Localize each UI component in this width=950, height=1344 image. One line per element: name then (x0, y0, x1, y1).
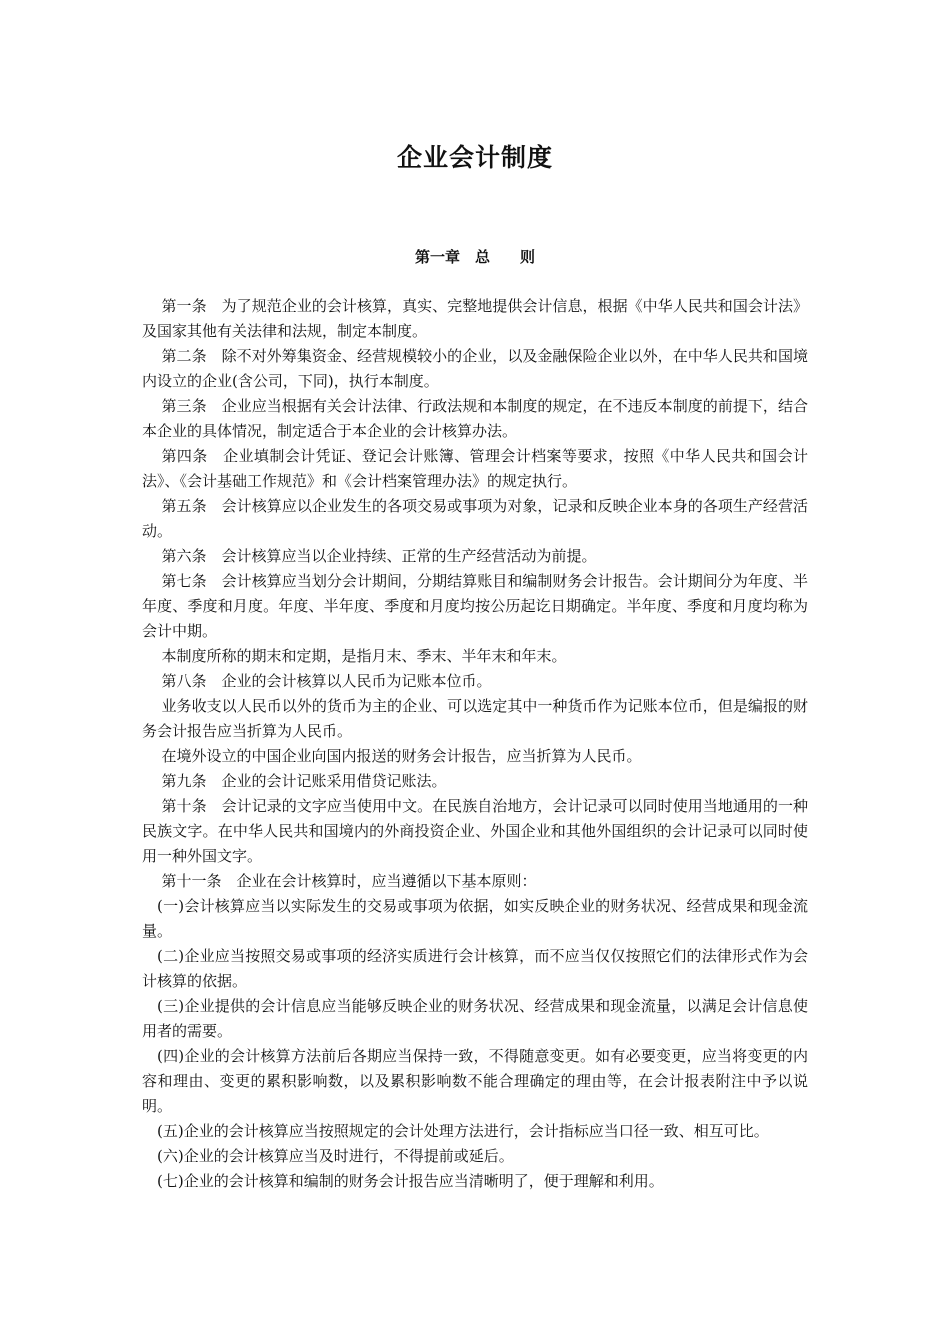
paragraph-article-7: 第七条 会计核算应当划分会计期间，分期结算账目和编制财务会计报告。会计期间分为年度、半年度、季度和月度。年度、半年度、季度和月度均按公历起讫日期确定。半年度、季度和月度均称为会计中期。 (142, 572, 808, 640)
paragraph-article-10: 第十条 会计记录的文字应当使用中文。在民族自治地方，会计记录可以同时使用当地通用的一种民族文字。在中华人民共和国境内的外商投资企业、外国企业和其他外国组织的会计记录可以同时使用一种外国文字。 (142, 797, 808, 865)
paragraph-article-8-note-2: 在境外设立的中国企业向国内报送的财务会计报告，应当折算为人民币。 (161, 747, 642, 765)
principle-item-7: (七)企业的会计核算和编制的财务会计报告应当清晰明了，便于理解和利用。 (157, 1172, 664, 1190)
paragraph-article-8: 第八条 企业的会计核算以人民币为记账本位币。 (161, 672, 492, 690)
principle-item-5: (五)企业的会计核算应当按照规定的会计处理方法进行，会计指标应当口径一致、相互可比。 (157, 1122, 769, 1140)
principle-item-6: (六)企业的会计核算应当及时进行，不得提前或延后。 (157, 1147, 514, 1165)
principle-item-1: (一)会计核算应当以实际发生的交易或事项为依据，如实反映企业的财务状况、经营成果和现金流量。 (142, 897, 808, 940)
paragraph-article-5: 第五条 会计核算应以企业发生的各项交易或事项为对象，记录和反映企业本身的各项生产经营活动。 (142, 497, 808, 540)
paragraph-article-1: 第一条 为了规范企业的会计核算，真实、完整地提供会计信息，根据《中华人民共和国会计法》及国家其他有关法律和法规，制定本制度。 (142, 297, 808, 340)
principle-item-2: (二)企业应当按照交易或事项的经济实质进行会计核算，而不应当仅仅按照它们的法律形式作为会计核算的依据。 (142, 947, 808, 990)
paragraph-article-11: 第十一条 企业在会计核算时，应当遵循以下基本原则： (161, 872, 537, 890)
paragraph-article-6: 第六条 会计核算应当以企业持续、正常的生产经营活动为前提。 (161, 547, 597, 565)
principle-item-3: (三)企业提供的会计信息应当能够反映企业的财务状况、经营成果和现金流量，以满足会计信息使用者的需要。 (142, 997, 808, 1040)
paragraph-article-4: 第四条 企业填制会计凭证、登记会计账簿、管理会计档案等要求，按照《中华人民共和国会计法》、《会计基础工作规范》和《会计档案管理办法》的规定执行。 (142, 447, 808, 490)
document-title: 企业会计制度 (396, 143, 553, 172)
document-body (142, 294, 808, 1194)
paragraph-article-7-note: 本制度所称的期末和定期，是指月末、季末、半年末和年末。 (161, 647, 567, 665)
principle-item-4: (四)企业的会计核算方法前后各期应当保持一致，不得随意变更。如有必要变更，应当将变更的内容和理由、变更的累积影响数，以及累积影响数不能合理确定的理由等，在会计报表附注中予以说明。 (142, 1047, 808, 1115)
paragraph-article-2: 第二条 除不对外筹集资金、经营规模较小的企业，以及金融保险企业以外，在中华人民共和国境内设立的企业(含公司，下同)，执行本制度。 (142, 347, 808, 390)
chapter-heading: 第一章 总 则 (414, 248, 535, 266)
paragraph-article-8-note-1: 业务收支以人民币以外的货币为主的企业、可以选定其中一种货币作为记账本位币，但是编报的财务会计报告应当折算为人民币。 (142, 697, 808, 740)
paragraph-article-9: 第九条 企业的会计记账采用借贷记账法。 (161, 772, 447, 790)
paragraph-article-3: 第三条 企业应当根据有关会计法律、行政法规和本制度的规定，在不违反本制度的前提下，结合本企业的具体情况，制定适合于本企业的会计核算办法。 (142, 397, 808, 440)
